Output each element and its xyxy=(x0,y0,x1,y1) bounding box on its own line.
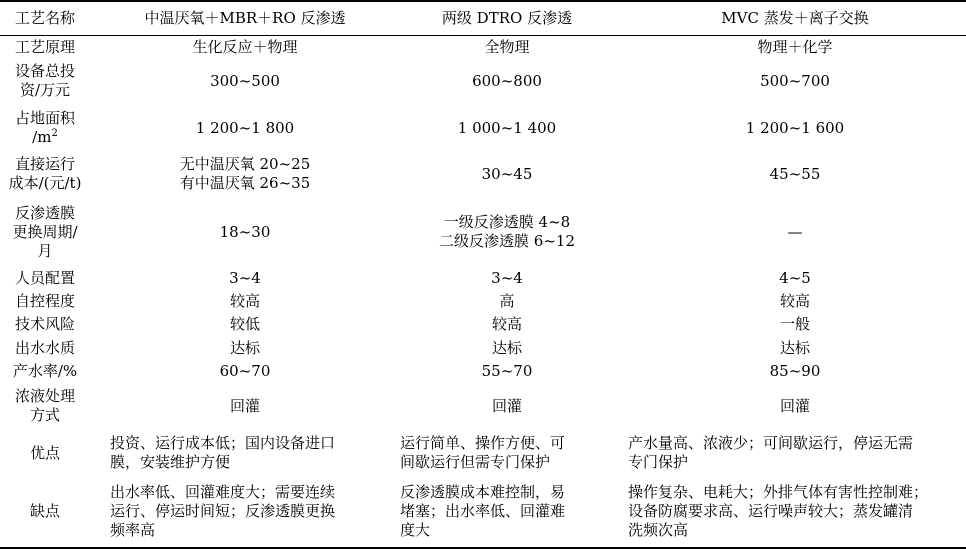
cell-text: 达标 xyxy=(229,338,260,357)
cell-text: 600~800 xyxy=(472,71,542,90)
label-line: 设备总投 xyxy=(14,62,75,80)
label-line: 直接运行 xyxy=(14,155,75,173)
cell-text: 500~700 xyxy=(760,71,830,90)
row-operating-cost-col3 xyxy=(624,151,966,197)
cell-text: — xyxy=(787,222,803,241)
row-tech-risk-col2 xyxy=(392,313,622,336)
cell-text: 回灌 xyxy=(491,396,522,415)
label-line: 自控程度 xyxy=(14,291,75,310)
cell-line: 膜，安装维护方便 xyxy=(110,453,231,471)
header-rule xyxy=(0,35,966,36)
label-line: 月 xyxy=(37,241,53,260)
cell-line: 有中温厌氧 26~35 xyxy=(179,174,311,192)
row-operating-cost-col1 xyxy=(100,151,390,197)
cell-text: 全物理 xyxy=(484,37,530,56)
row-effluent-col1 xyxy=(100,337,390,359)
cell-text: 30~45 xyxy=(481,164,533,183)
cell-line: 堵塞；出水率低、回灌难 xyxy=(400,501,566,520)
row-disadvantages-label xyxy=(0,477,90,545)
row-investment-col3 xyxy=(624,58,966,104)
row-membrane-cycle-col2 xyxy=(392,198,622,266)
cell-text: 较高 xyxy=(491,315,522,333)
label-line: 资/万元 xyxy=(19,81,71,99)
cell-text: 生化反应＋物理 xyxy=(192,37,298,56)
row-automation-col3 xyxy=(624,290,966,312)
cell-text: 物理＋化学 xyxy=(757,37,833,56)
header-label: 工艺名称 xyxy=(14,9,75,27)
cell-line: 间歇运行但需专门保护 xyxy=(400,453,551,471)
row-investment-col1 xyxy=(100,58,390,104)
cell-line: 投资、运行成本低；国内设备进口 xyxy=(110,434,336,452)
label-line: 占地面积 xyxy=(14,109,75,127)
cell-text: 高 xyxy=(499,291,515,310)
row-water-yield-col2 xyxy=(392,360,622,382)
cell-line: 度大 xyxy=(400,520,431,539)
row-concentrate-col2 xyxy=(392,383,622,429)
row-membrane-cycle-col3 xyxy=(624,198,966,266)
row-automation-col2 xyxy=(392,290,622,312)
cell-text: 1 000~1 400 xyxy=(457,118,557,137)
label-line: 反渗透膜 xyxy=(14,203,75,222)
label-line: 浓液处理 xyxy=(14,387,75,405)
cell-text: 较高 xyxy=(229,291,260,310)
row-concentrate-label xyxy=(0,383,90,429)
cell-text: 1 200~1 600 xyxy=(745,118,845,137)
cell-text: 较高 xyxy=(779,291,810,310)
label-line: 出水水质 xyxy=(14,338,75,357)
row-principle-label xyxy=(0,37,90,57)
cell-line: 反渗透膜成本难控制，易 xyxy=(400,482,566,501)
row-disadvantages-col2 xyxy=(400,477,630,545)
row-advantages-col2 xyxy=(400,430,630,476)
cell-text: 1 200~1 800 xyxy=(195,118,295,137)
row-area-col2 xyxy=(392,105,622,151)
row-concentrate-col1 xyxy=(100,383,390,429)
row-operating-cost-col2 xyxy=(392,151,622,197)
cell-line: 专门保护 xyxy=(628,453,689,471)
header-col3-text: MVC 蒸发＋离子交换 xyxy=(721,9,869,27)
row-staffing-col2 xyxy=(392,267,622,289)
row-water-yield-label xyxy=(0,360,90,382)
cell-text: 85~90 xyxy=(769,361,821,380)
cell-line: 运行简单、操作方便、可 xyxy=(400,434,566,452)
row-area-col3 xyxy=(624,105,966,151)
row-investment-label xyxy=(0,58,90,104)
row-concentrate-col3 xyxy=(624,383,966,429)
row-water-yield-col1 xyxy=(100,360,390,382)
row-advantages-col3 xyxy=(628,430,966,476)
row-area-label xyxy=(0,105,90,151)
label-line: 方式 xyxy=(29,406,60,424)
cell-line: 洗频次高 xyxy=(628,520,689,539)
row-disadvantages-col3 xyxy=(628,477,966,545)
cell-text: 一般 xyxy=(779,315,810,333)
row-area-col1 xyxy=(100,105,390,151)
cell-line: 一级反渗透膜 4~8 xyxy=(443,213,571,231)
cell-text: 回灌 xyxy=(229,396,260,415)
cell-line: 设备防腐要求高、运行噪声较大；蒸发罐清 xyxy=(628,501,914,520)
cell-text: 3~4 xyxy=(491,268,523,287)
row-advantages-label xyxy=(0,430,90,476)
cell-text: 55~70 xyxy=(481,361,533,380)
label-unit: /m xyxy=(32,128,52,146)
cell-text: 300~500 xyxy=(210,71,280,90)
cell-text: 60~70 xyxy=(219,361,271,380)
header-col1-text: 中温厌氧＋MBR＋RO 反渗透 xyxy=(144,9,346,27)
cell-text: 3~4 xyxy=(229,268,261,287)
cell-line: 运行、停运时间短；反渗透膜更换 xyxy=(110,501,336,520)
row-staffing-col1 xyxy=(100,267,390,289)
label-line: 成本/(元/t) xyxy=(8,174,82,192)
row-automation-col1 xyxy=(100,290,390,312)
cell-text: 18~30 xyxy=(219,222,271,241)
row-principle-col1 xyxy=(100,37,390,57)
cell-line: 频率高 xyxy=(110,520,156,539)
cell-line: 产水量高、浓液少；可间歇运行，停运无需 xyxy=(628,434,914,452)
cell-line: 二级反渗透膜 6~12 xyxy=(439,232,575,250)
row-tech-risk-col1 xyxy=(100,313,390,336)
label-line: 产水率/% xyxy=(12,361,78,380)
cell-line: 操作复杂、电耗大；外排气体有害性控制难； xyxy=(628,482,929,501)
header-col2 xyxy=(392,2,622,35)
row-tech-risk-col3 xyxy=(624,313,966,336)
row-staffing-label xyxy=(0,267,90,289)
cell-line: 无中温厌氧 20~25 xyxy=(179,155,311,173)
row-principle-label-text: 工艺原理 xyxy=(14,37,75,56)
row-automation-label xyxy=(0,290,90,312)
label-line: 更换周期/ xyxy=(12,222,78,241)
row-principle-col3 xyxy=(624,37,966,57)
row-principle-col2 xyxy=(392,37,622,57)
row-effluent-col3 xyxy=(624,337,966,359)
row-staffing-col3 xyxy=(624,267,966,289)
cell-text: 回灌 xyxy=(779,396,810,415)
cell-text: 较低 xyxy=(229,315,260,333)
row-effluent-label xyxy=(0,337,90,359)
cell-text: 4~5 xyxy=(779,268,811,287)
row-membrane-cycle-col1 xyxy=(100,198,390,266)
label-line: 人员配置 xyxy=(14,268,75,287)
label-line: 优点 xyxy=(29,443,60,462)
row-investment-col2 xyxy=(392,58,622,104)
cell-text: 达标 xyxy=(491,338,522,357)
row-operating-cost-label xyxy=(0,151,90,197)
row-water-yield-col3 xyxy=(624,360,966,382)
cell-line: 出水率低、回灌难度大；需要连续 xyxy=(110,482,336,501)
row-effluent-col2 xyxy=(392,337,622,359)
row-disadvantages-col1 xyxy=(110,477,400,545)
label-line: 缺点 xyxy=(29,501,60,520)
cell-text: 达标 xyxy=(779,338,810,357)
row-advantages-col1 xyxy=(110,430,400,476)
row-tech-risk-label xyxy=(0,313,90,336)
cell-text: 45~55 xyxy=(769,164,821,183)
header-col3 xyxy=(624,2,966,35)
label-superscript: 2 xyxy=(51,128,58,139)
header-row-label xyxy=(0,2,90,35)
label-line: 技术风险 xyxy=(14,315,75,333)
label-line xyxy=(32,128,58,147)
header-col1 xyxy=(100,2,390,35)
header-col2-text: 两级 DTRO 反渗透 xyxy=(441,9,573,27)
row-membrane-cycle-label xyxy=(0,198,90,266)
